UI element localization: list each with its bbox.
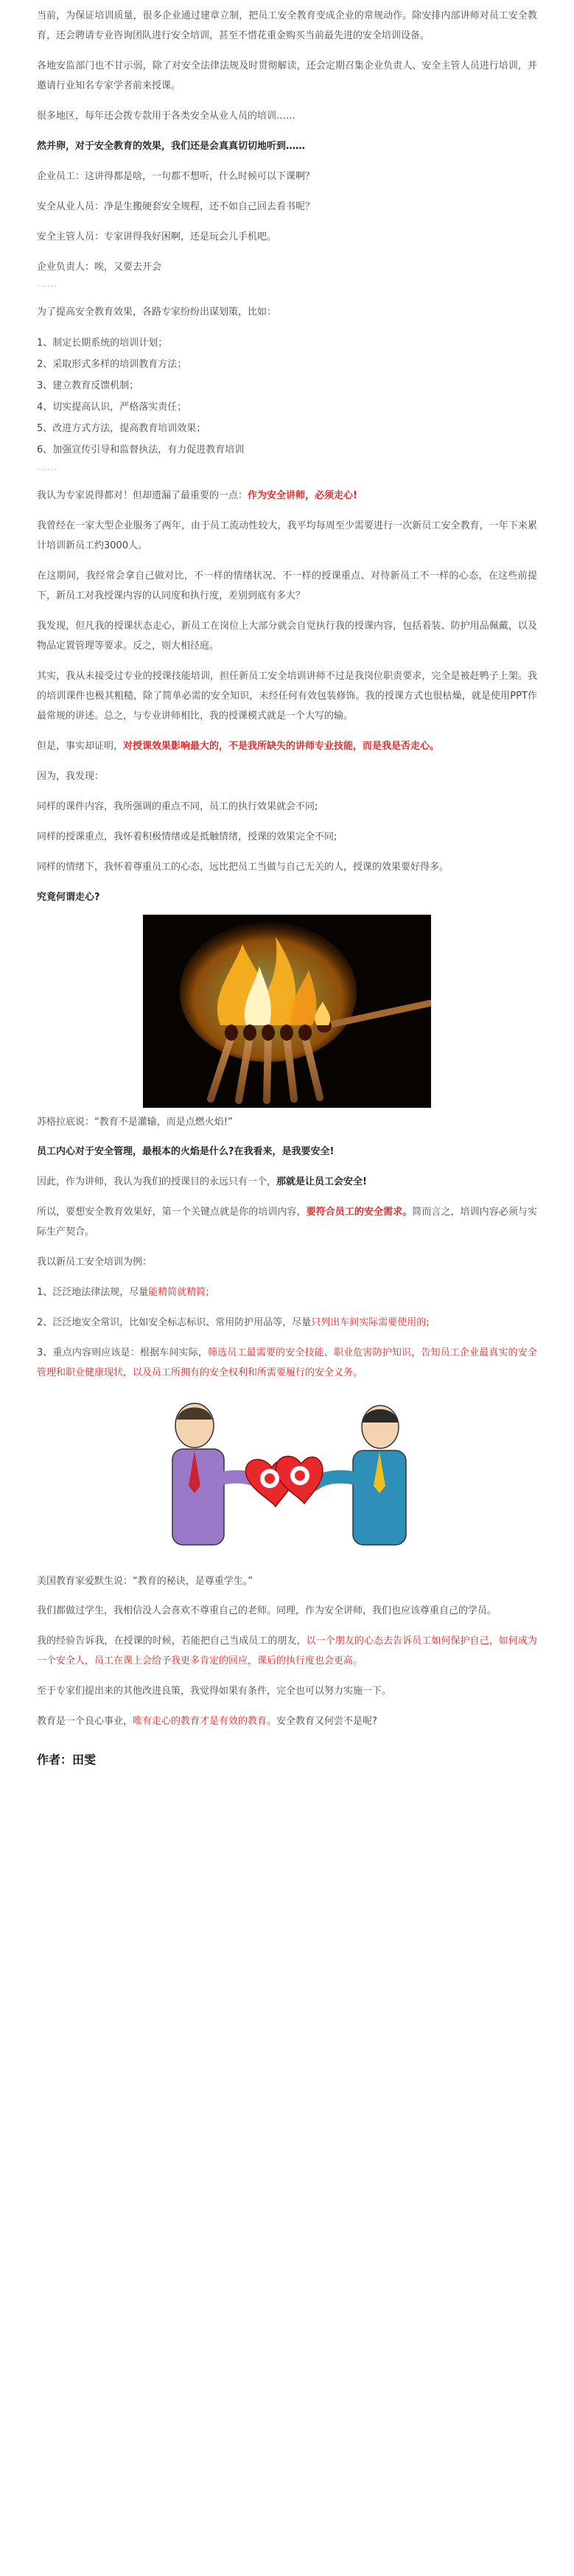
expert-list	[37, 332, 537, 461]
paragraph-purpose: 因此，作为讲师，我认为我们的授课目的永远只有一个，那就是让员工会安全!	[37, 1176, 367, 1187]
list-item: 3、建立教育反馈机制；	[37, 380, 139, 391]
example-item-common-sense: 2、泛泛地安全常识，比如安全标志标识、常用防护用品等，尽量只列出车间实际需要使用的;	[37, 1317, 430, 1328]
paragraph-experts: 为了提高安全教育效果，各路专家纷纷出谋划策，比如：	[37, 307, 277, 318]
intro-paragraph: 当前，为保证培训质量，很多企业通过建章立制，把员工安全教育变成企业的常规动作。除安排内部讲师对员工安全教育，还会聘请专业咨询团队进行安全培训，甚至不惜花重金购买当前最先进的安全培训设备。	[37, 10, 537, 41]
paragraph-same-focus: 同样的授课重点，我怀着积极情绪或是抵触情绪，授课的效果完全不同;	[37, 831, 337, 842]
paragraph-respect: 我们都做过学生，我相信没人会喜欢不尊重自己的老师。同理，作为安全讲师，我们也应该尊重自己的学员。	[37, 1605, 497, 1616]
paragraph-comparison: 在这期间，我经常会拿自己做对比，不一样的情绪状况、不一样的授课重点、对待新员工不一样的心态，在这些前提下，新员工对我授课内容的认同度和执行度，差别到底有多大？	[37, 570, 537, 601]
quote-employee: 企业员工：这讲得都是啥，一句都不想听，什么时候可以下课啊？	[37, 171, 315, 182]
paragraph-example: 我以新员工安全培训为例：	[37, 1257, 153, 1268]
section-heading-what-is: 究竟何谓走心?	[37, 892, 100, 903]
two-hearts-cartoon	[143, 1390, 431, 1567]
paragraph-safety-bureau: 各地安监部门也不甘示弱，除了对安全法律法规及时贯彻解读，还会定期召集企业负责人、安全主管人员进行培训，并邀请行业知名专家学者前来授课。	[37, 60, 537, 91]
ellipsis: ……	[37, 279, 57, 290]
caption-emerson: 美国教育家爱默生说：“教育的秘诀，是尊重学生。”	[37, 1576, 253, 1587]
paragraph-conclusion: 但是，事实却证明，对授课效果影响最大的，不是我所缺失的讲师专业技能，而是我是否走心。	[37, 741, 440, 752]
paragraph-same-mood: 同样的情绪下，我怀着尊重员工的心态，远比把员工当做与自己无关的人，授课的效果要好得多。	[37, 862, 449, 873]
lit-matches-photo	[143, 915, 431, 1108]
paragraph-no-training: 其实，我从未接受过专业的授课技能培训，担任新员工安全培训讲师不过是我岗位职责要求，完全是被赶鸭子上架。我的培训课件也极其粗糙，除了简单必需的安全知识，未经任何有效包装修饰。我的授课方式也很枯燥，就是使用PPT作最常规的讲述。总之，与专业讲师相比，我的授课模式就是一个大写的输。	[37, 671, 537, 722]
paragraph-because: 因为，我发现：	[37, 771, 105, 782]
quote-practitioner: 安全从业人员：净是生搬硬套安全规程，还不如自己回去看书呢？	[37, 201, 315, 212]
paragraph-experience: 我曾经在一家大型企业服务了两年，由于员工流动性较大，我平均每周至少需要进行一次新员工安全教育，一年下来累计培训新员工约3000人。	[37, 520, 537, 551]
example-item-key-content: 3、重点内容则应该是：根据车间实际，筛选员工最需要的安全技能、职业危害防护知识，告知员工企业最真实的安全管理和职业健康现状，以及员工所拥有的安全权利和所需要履行的安全义务。	[37, 1347, 537, 1378]
section-heading-flame: 员工内心对于安全管理，最根本的火焰是什么?在我看来，是我要安全!	[37, 1146, 335, 1157]
list-item: 4、切实提高认识，严格落实责任；	[37, 402, 187, 413]
paragraph-however: 然并卵，对于安全教育的效果，我们还是会真真切切地听到……	[37, 141, 306, 152]
paragraph-same-content: 同样的课件内容，我所强调的重点不同，员工的执行效果就会不同;	[37, 801, 318, 812]
ellipsis: ……	[37, 462, 57, 473]
list-item: 5、改进方式方法，提高教育培训效果；	[37, 423, 206, 434]
paragraph-finding: 我发现，但凡我的授课状态走心，新员工在岗位上大部分就会自觉执行我的授课内容，包括着装、防护用品佩戴，以及物品定置管理等要求。反之，则大相径庭。	[37, 621, 537, 652]
caption-socrates: 苏格拉底说：“教育不是灌输，而是点燃火焰!”	[37, 1117, 233, 1128]
list-item: 2、采取形式多样的培训教育方法；	[37, 359, 187, 370]
paragraph-first-key: 所以，要想安全教育效果好，第一个关键点就是你的培训内容，要符合员工的安全需求。简而言之，培训内容必须与实际生产契合。	[37, 1207, 537, 1238]
list-item: 1、制定长期系统的培训计划；	[37, 338, 168, 349]
list-item: 6、加强宣传引导和监督执法，有力促进教育培训	[37, 444, 245, 455]
paragraph-funding: 很多地区，每年还会拨专款用于各类安全从业人员的培训……	[37, 111, 296, 122]
quote-manager: 安全主管人员：专家讲得我好困啊，还是玩会儿手机吧。	[37, 231, 277, 242]
example-item-law: 1、泛泛地法律法规，尽量能精简就精简;	[37, 1287, 209, 1298]
author-line: 作者：田雯	[37, 1753, 97, 1767]
paragraph-other-measures: 至于专家们提出来的其他改进良策，我觉得如果有条件，完全也可以努力实施一下。	[37, 1686, 392, 1697]
paragraph-key-point: 我认为专家说得都对！但却遗漏了最重要的一点：作为安全讲师，必须走心!	[37, 490, 357, 501]
paragraph-friend: 我的经验告诉我，在授课的时候，若能把自己当成员工的朋友，以一个朋友的心态去告诉员工如何保护自己，如何成为一个安全人，员工在课上会给予我更多肯定的回应，课后的执行度也会更高。	[37, 1636, 537, 1666]
quote-leader: 企业负责人：唉，又要去开会	[37, 262, 162, 273]
paragraph-closing: 教育是一个良心事业，唯有走心的教育才是有效的教育。安全教育又何尝不是呢?	[37, 1716, 377, 1727]
